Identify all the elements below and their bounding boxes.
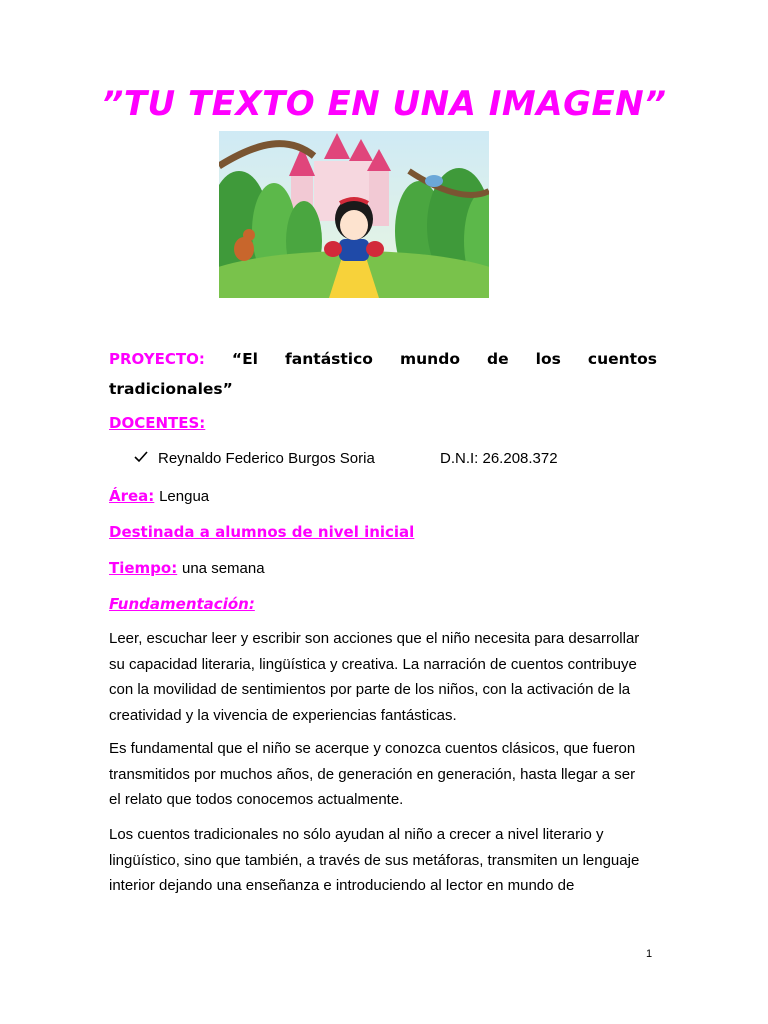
foundation-label: Fundamentación: <box>109 595 255 613</box>
teachers-heading <box>109 414 657 432</box>
project-label: PROYECTO: <box>109 350 205 368</box>
project-line-1 <box>109 344 657 374</box>
paragraph-line: Es fundamental que el niño se acerque y conozca cuentos clásicos, que fueron <box>109 740 636 757</box>
area-line <box>109 487 657 505</box>
project-title-word: “El <box>231 350 258 368</box>
project-title-word: los <box>535 350 561 368</box>
snow-white-illustration <box>219 131 489 298</box>
page-title: ”TU TEXTO EN UNA IMAGEN” <box>101 84 667 124</box>
foundation-heading <box>109 595 657 613</box>
foundation-paragraph <box>109 822 659 899</box>
project-title-line-2: tradicionales” <box>109 380 233 398</box>
illustration-art <box>219 131 489 298</box>
paragraph-line: interior dejando una enseñanza e introduciendo al lector en mundo de <box>109 877 575 894</box>
paragraph-line: con la movilidad de sentimientos por parte de los niños, con la activación de la <box>109 681 631 698</box>
area-label: Área: <box>109 487 155 505</box>
teacher-name: Reynaldo Federico Burgos Soria <box>158 450 375 467</box>
area-value: Lengua <box>159 488 210 505</box>
time-line <box>109 559 657 577</box>
foundation-paragraph <box>109 626 659 728</box>
project-section <box>109 344 657 404</box>
project-title-word: mundo <box>400 350 460 368</box>
teacher-dni: D.N.I: 26.208.372 <box>440 450 558 467</box>
paragraph-line: Leer, escuchar leer y escribir son acciones que el niño necesita para desarrollar <box>109 630 640 647</box>
paragraph-line: lingüístico, sino que también, a través de sus metáforas, transmiten un lenguaje <box>109 851 640 869</box>
time-value: una semana <box>182 560 265 577</box>
paragraph-line: su capacidad literaria, lingüística y creativa. La narración de cuentos contribuye <box>109 655 637 673</box>
time-label: Tiempo: <box>109 559 178 577</box>
target-text: Destinada a alumnos de nivel inicial <box>109 523 415 541</box>
foundation-paragraph <box>109 736 659 813</box>
target-line <box>109 523 657 541</box>
paragraph-line: transmitidos por muchos años, de generación en generación, hasta llegar a ser <box>109 765 636 783</box>
checkmark-icon <box>134 450 148 467</box>
project-title-word: de <box>487 350 509 368</box>
paragraph-line: el relato que todos conocemos actualmente. <box>109 791 404 808</box>
teacher-list-item <box>134 450 558 467</box>
paragraph-line: Los cuentos tradicionales no sólo ayudan al niño a crecer a nivel literario y <box>109 826 604 843</box>
paragraph-line: creatividad y la vivencia de experiencias fantásticas. <box>109 706 457 724</box>
project-title-word: fantástico <box>285 350 373 368</box>
teachers-label: DOCENTES: <box>109 414 206 432</box>
project-title-word: cuentos <box>587 350 657 368</box>
page-number: 1 <box>646 948 653 960</box>
